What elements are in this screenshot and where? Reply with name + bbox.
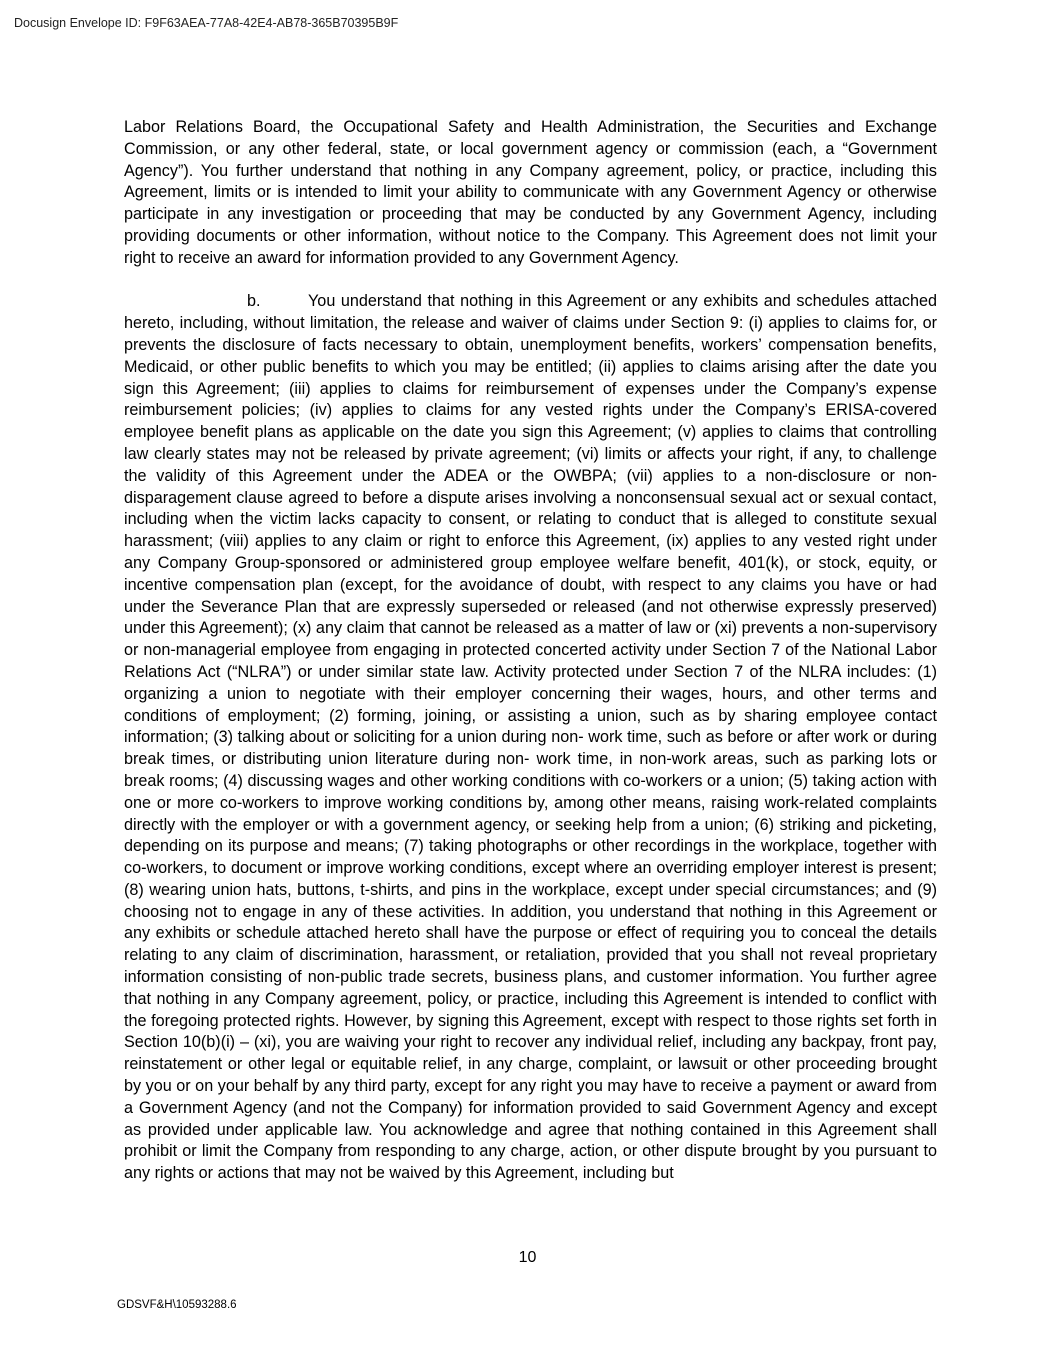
paragraph-b <box>124 291 937 1185</box>
document-body <box>124 117 937 1185</box>
paragraph-b-text: You understand that nothing in this Agreement or any exhibits and schedules attached hereto, including, without limitation, the release and waiver of claims under Section 9: (i) applies to claims for, or prevents the disclosure of facts necessary to obtain, unemployment benefits, workers’ compensation benefits, Medicaid, or other public benefits to which you may be entitled; (ii) applies to claims arising after the date you sign this Agreement; (iii) applies to claims for reimbursement of expenses under the Company’s expense reimbursement policies; (iv) applies to claims for any vested rights under the Company’s ERISA-covered employee benefit plans as applicable on the date you sign this Agreement; (v) applies to claims that controlling law clearly states may not be released by private agreement; (vi) limits or affects your right, if any, to challenge the validity of this Agreement under the ADEA or the OWBPA; (vii) applies to a non-disclosure or non-disparagement clause agreed to before a dispute arises involving a nonconsensual sexual act or sexual contact, including when the victim lacks capacity to consent, or relating to conduct that is alleged to constitute sexual harassment; (viii) applies to any claim or right to enforce this Agreement, (ix) applies to any vested right under any Company Group-sponsored or administered group employee welfare benefit, 401(k), or stock, equity, or incentive compensation plan (except, for the avoidance of doubt, with respect to any claims you have or had under the Severance Plan that are expressly superseded or released (and not otherwise expressly preserved) under this Agreement); (x) any claim that cannot be released as a matter of law or (xi) prevents a non-supervisory or non-managerial employee from engaging in protected concerted activity under Section 7 of the National Labor Relations Act (“NLRA”) or under similar state law. Activity protected under Section 7 of the NLRA includes: (1) organizing a union to negotiate with their employer concerning their wages, hours, and other terms and conditions of employment; (2) forming, joining, or assisting a union, such as by sharing employee contact information; (3) talking about or soliciting for a union during non- work time, such as before or after work or during break times, or distributing union literature during non- work time, in non-work areas, such as parking lots or break rooms; (4) discussing wages and other working conditions with co-workers or a union; (5) taking action with one or more co-workers to improve working conditions by, among other means, raising work-related complaints directly with the employer or with a government agency, or seeking help from a union; (6) striking and picketing, depending on its purpose and means; (7) taking photographs or other recordings in the workplace, together with co-workers, to document or improve working conditions, except where an overriding employer interest is present; (8) wearing union hats, buttons, t-shirts, and pins in the workplace, except under special circumstances; and (9) choosing not to engage in any of these activities. In addition, you understand that nothing in this Agreement or any exhibits or schedule attached hereto shall have the purpose or effect of requiring you to conceal the details relating to any claim of discrimination, harassment, or retaliation, provided that you shall not reveal proprietary information consisting of non-public trade secrets, business plans, and customer information. You further agree that nothing in any Company agreement, policy, or practice, including this Agreement is intended to conflict with the foregoing protected rights. However, by signing this Agreement, except with respect to those rights set forth in Section 10(b)(i) – (xi), you are waiving your right to recover any individual relief, including any backpay, front pay, reinstatement or other legal or equitable relief, in any charge, complaint, or lawsuit or other proceeding brought by you or on your behalf by any third party, except for any right you may have to receive a payment or award from a Government Agency (and not the Company) for information provided to said Government Agency and except as provided under applicable law. You acknowledge and agree that nothing contained in this Agreement shall prohibit or limit the Company from responding to any charge, action, or other dispute brought by you pursuant to any rights or actions that may not be waived by this Agreement, including but <box>124 292 937 1183</box>
paragraph-b-marker: b. <box>247 292 261 311</box>
document-reference: GDSVF&H\10593288.6 <box>117 1299 237 1311</box>
paragraph-continued: Labor Relations Board, the Occupational Safety and Health Administration, the Securities and Exchange Commission, or any other federal, state, or local government agency or commission (each, a “Government Agency”). You further understand that nothing in any Company agreement, policy, or practice, including this Agreement, limits or is intended to limit your ability to communicate with any Government Agency or otherwise participate in any investigation or proceeding that may be conducted by any Government Agency, including providing documents or other information, without notice to the Company. This Agreement does not limit your right to receive an award for information provided to any Government Agency. <box>124 118 937 267</box>
docusign-envelope-id: Docusign Envelope ID: F9F63AEA-77A8-42E4-AB78-365B70395B9F <box>14 16 399 30</box>
page-number: 10 <box>518 1249 537 1266</box>
